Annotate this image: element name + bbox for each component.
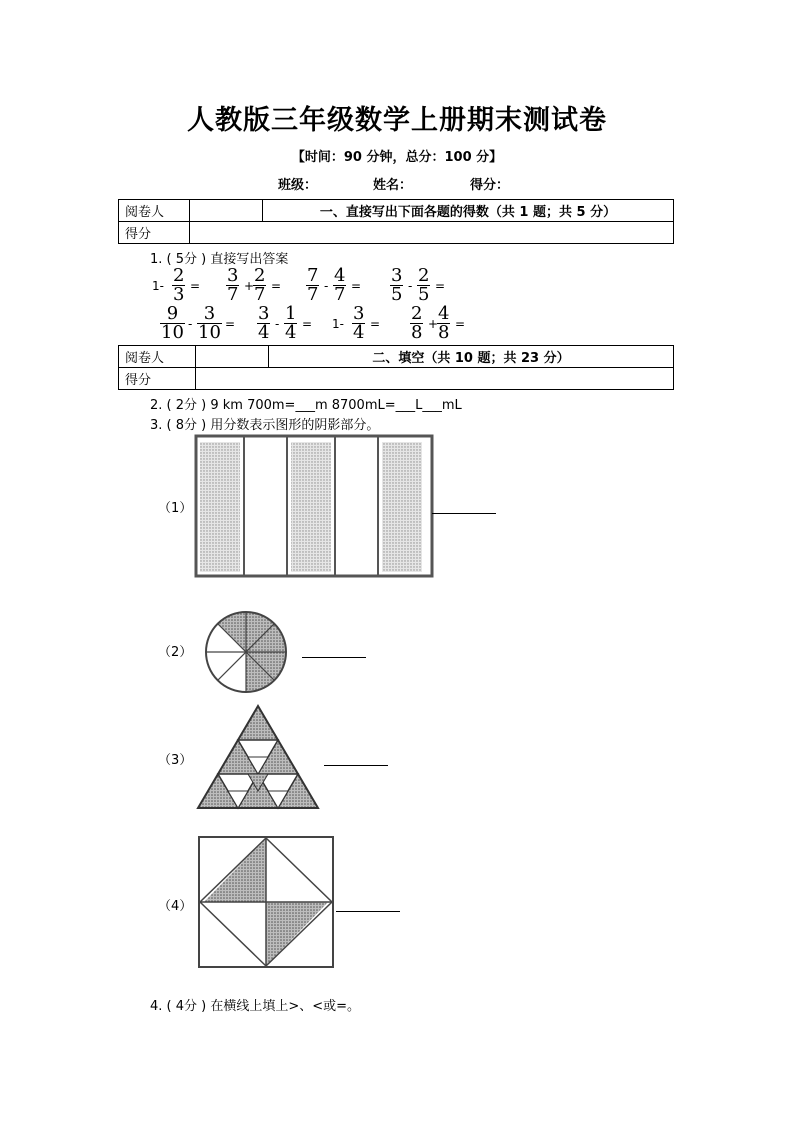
denominator: 4	[258, 322, 270, 343]
fraction	[284, 305, 297, 342]
equals-sign: =	[435, 279, 446, 293]
figure2-circle-sectors	[203, 609, 289, 695]
numerator: 3	[203, 303, 216, 324]
score-blank-cell[interactable]	[190, 222, 674, 244]
fraction	[306, 267, 319, 304]
denominator: 10	[161, 322, 184, 343]
denominator: 4	[353, 322, 365, 343]
section1-heading: 一、直接写出下面各题的得数（共 1 题；共 5 分）	[263, 200, 674, 222]
numerator: 2	[254, 265, 266, 286]
fraction	[197, 305, 222, 342]
operator: -	[408, 279, 413, 293]
equals-sign: =	[302, 317, 313, 331]
denominator: 4	[285, 322, 297, 343]
denominator: 8	[438, 322, 450, 343]
class-label: 班级：	[278, 178, 318, 193]
figure1-rectangle-strips	[194, 434, 434, 580]
denominator: 10	[198, 322, 221, 343]
numerator: 9	[166, 303, 179, 324]
numerator: 3	[391, 265, 403, 286]
fraction	[390, 267, 403, 304]
fraction	[410, 305, 423, 342]
operator: -	[188, 317, 193, 331]
score-blank-cell[interactable]	[196, 368, 674, 390]
reviewer-cell: 阅卷人	[119, 200, 190, 222]
figure4-label: （4）	[158, 899, 193, 914]
figure4-square-diamond	[196, 834, 336, 970]
figure3-answer-blank[interactable]	[324, 764, 388, 766]
equals-sign: =	[455, 317, 466, 331]
section1-score-table	[118, 199, 674, 244]
operator: -	[324, 279, 329, 293]
equals-sign: =	[225, 317, 236, 331]
score-cell: 得分	[119, 368, 196, 390]
denominator: 5	[391, 284, 403, 305]
operator: +	[244, 279, 255, 293]
fraction	[333, 267, 346, 304]
numerator: 4	[334, 265, 346, 286]
reviewer-blank-cell[interactable]	[196, 346, 269, 368]
numerator: 3	[258, 303, 270, 324]
operator: -	[275, 317, 280, 331]
fraction	[437, 305, 450, 342]
figure2-answer-blank[interactable]	[302, 656, 366, 658]
q1-text: 1. ( 5分 ) 直接写出答案	[150, 252, 289, 267]
denominator: 7	[334, 284, 346, 305]
figure2-label: （2）	[158, 645, 193, 660]
name-label: 姓名：	[373, 178, 413, 193]
page-title: 人教版三年级数学上册期末测试卷	[187, 105, 607, 136]
q2-text: 2. ( 2分 ) 9 km 700m=___m 8700mL=___L___mL	[150, 398, 462, 413]
denominator: 7	[307, 284, 319, 305]
denominator: 3	[173, 284, 185, 305]
figure3-triangle-grid	[196, 704, 320, 810]
equals-sign: =	[271, 279, 282, 293]
q3-text: 3. ( 8分 ) 用分数表示图形的阴影部分。	[150, 418, 380, 433]
numerator: 2	[173, 265, 185, 286]
prefix-text: 1-	[152, 279, 164, 293]
equals-sign: =	[190, 279, 201, 293]
fraction	[160, 305, 185, 342]
numerator: 1	[285, 303, 297, 324]
numerator: 3	[227, 265, 239, 286]
numerator: 4	[438, 303, 450, 324]
section2-heading: 二、填空（共 10 题；共 23 分）	[269, 346, 674, 368]
equals-sign: =	[370, 317, 381, 331]
denominator: 5	[418, 284, 430, 305]
prefix-text: 1-	[332, 317, 344, 331]
exam-time-score: 【时间：90 分钟，总分：100 分】	[291, 150, 503, 165]
fraction	[352, 305, 365, 342]
fraction	[257, 305, 270, 342]
fraction	[253, 267, 266, 304]
denominator: 7	[227, 284, 239, 305]
denominator: 8	[411, 322, 423, 343]
score-cell: 得分	[119, 222, 190, 244]
fraction	[417, 267, 430, 304]
fraction	[226, 267, 239, 304]
operator: +	[428, 317, 439, 331]
figure1-label: （1）	[158, 501, 193, 516]
denominator: 7	[254, 284, 266, 305]
figure4-answer-blank[interactable]	[336, 910, 400, 912]
numerator: 3	[353, 303, 365, 324]
equals-sign: =	[351, 279, 362, 293]
section2-score-table	[118, 345, 674, 390]
reviewer-blank-cell[interactable]	[190, 200, 263, 222]
numerator: 2	[411, 303, 423, 324]
score-label: 得分：	[470, 178, 510, 193]
numerator: 7	[307, 265, 319, 286]
figure1-answer-blank[interactable]	[432, 512, 496, 514]
numerator: 2	[418, 265, 430, 286]
reviewer-cell: 阅卷人	[119, 346, 196, 368]
figure3-label: （3）	[158, 753, 193, 768]
q4-text: 4. ( 4分 ) 在横线上填上>、<或=。	[150, 999, 361, 1014]
fraction	[172, 267, 185, 304]
